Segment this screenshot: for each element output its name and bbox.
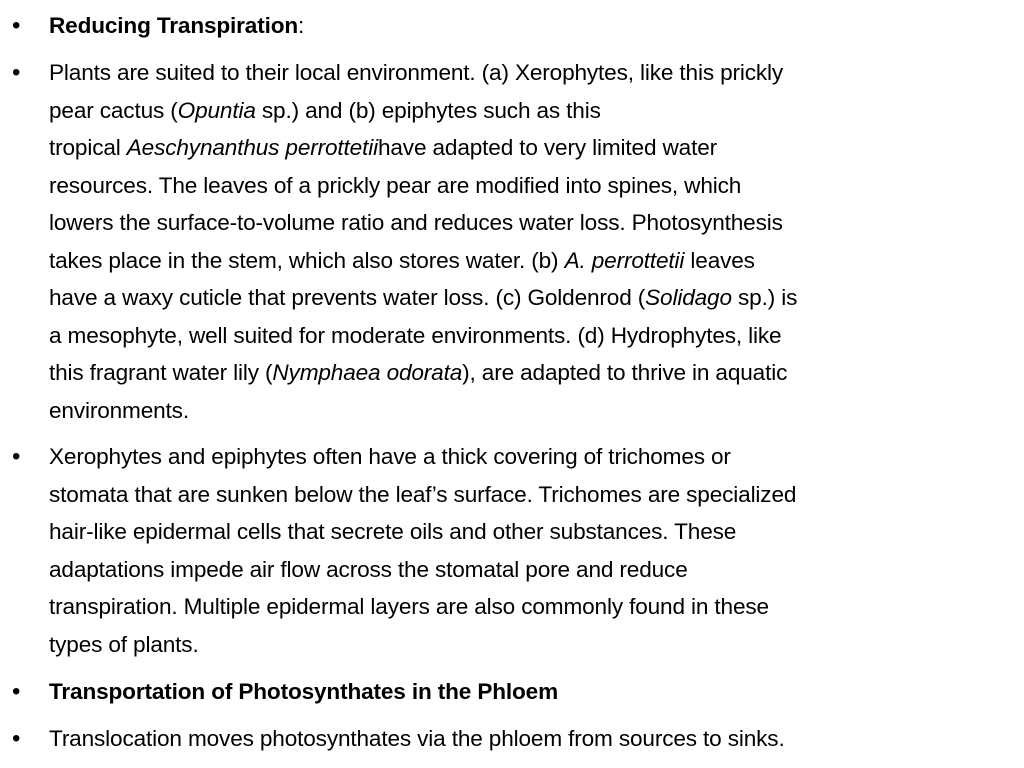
- text-segment: sp.) and (b) epiphytes such as this: [255, 97, 601, 123]
- text-segment: resources. The leaves of a prickly pear are modified into spines, which: [49, 172, 742, 198]
- text-line: [49, 476, 1013, 514]
- text-line: [49, 167, 1013, 205]
- text-segment: tropical: [49, 135, 127, 160]
- text-line: [49, 317, 1013, 355]
- bullet-text: [49, 7, 1013, 45]
- bullet-text: [49, 673, 1013, 711]
- text-segment: pear cactus (: [49, 97, 178, 123]
- bullet-glyph: •: [12, 678, 21, 705]
- heading-phloem-transport: Transportation of Photosynthates in the Phloem: [49, 679, 559, 704]
- text-segment: have adapted to very limited water: [377, 135, 717, 160]
- text-line: [49, 54, 1013, 92]
- text-segment: environments.: [49, 397, 189, 423]
- text-segment: lowers the surface-to-volume ratio and reduces water loss. Photosynthesis: [49, 210, 783, 235]
- text-line: [49, 588, 1013, 626]
- text-segment: Xerophytes and epiphytes often have a thick covering of trichomes or: [49, 444, 731, 469]
- italic-segment: Solidago: [645, 285, 732, 310]
- bullet-glyph: •: [12, 12, 21, 39]
- paragraph-plant-adaptations: [49, 54, 1013, 429]
- text-line: [49, 129, 1013, 167]
- italic-segment: A. perrottetii: [564, 247, 685, 273]
- text-segment: takes place in the stem, which also stores water. (b): [49, 247, 565, 273]
- italic-segment: Opuntia: [177, 97, 256, 123]
- text-line: [49, 392, 1013, 430]
- italic-segment: Nymphaea odorata: [272, 360, 463, 385]
- text-segment: Plants are suited to their local environment. (a) Xerophytes, like this prickly: [49, 60, 784, 85]
- text-segment: this fragrant water lily (: [49, 360, 273, 385]
- text-segment: have a waxy cuticle that prevents water loss. (c) Goldenrod (: [49, 285, 646, 310]
- text-segment: ), are adapted to thrive in aquatic: [462, 360, 788, 385]
- paragraph-translocation: [49, 720, 1013, 758]
- italic-segment: Aeschynanthus perrottetii: [126, 135, 378, 160]
- text-segment: leaves: [684, 247, 755, 273]
- text-segment: types of plants.: [49, 631, 199, 657]
- text-segment: stomata that are sunken below the leaf’s surface. Trichomes are specialized: [49, 481, 797, 507]
- text-line: [49, 204, 1013, 242]
- heading-suffix: :: [298, 13, 305, 38]
- text-line: [49, 279, 1013, 317]
- text-line: [49, 626, 1013, 664]
- text-segment: hair-like epidermal cells that secrete oils and other substances. These: [49, 519, 737, 544]
- text-line: [49, 438, 1013, 476]
- text-line: [49, 513, 1013, 551]
- text-line: [49, 242, 1013, 280]
- text-segment: adaptations impede air flow across the stomatal pore and reduce: [49, 556, 688, 582]
- text-segment: transpiration. Multiple epidermal layers are also commonly found in these: [49, 594, 769, 619]
- bullet-glyph: •: [12, 725, 21, 752]
- text-line: [49, 551, 1013, 589]
- bullet-glyph: •: [12, 59, 21, 86]
- heading-reducing-transpiration: Reducing Transpiration: [49, 13, 299, 38]
- bullet-glyph: •: [12, 443, 21, 470]
- text-segment: a mesophyte, well suited for moderate environments. (d) Hydrophytes, like: [49, 322, 782, 348]
- text-line: [49, 354, 1013, 392]
- text-line: [49, 92, 1013, 130]
- text-line: [49, 720, 1013, 758]
- paragraph-xerophytes-trichomes: [49, 438, 1013, 663]
- text-segment: Translocation moves photosynthates via the phloem from sources to sinks.: [49, 726, 785, 751]
- text-segment: sp.) is: [731, 285, 798, 310]
